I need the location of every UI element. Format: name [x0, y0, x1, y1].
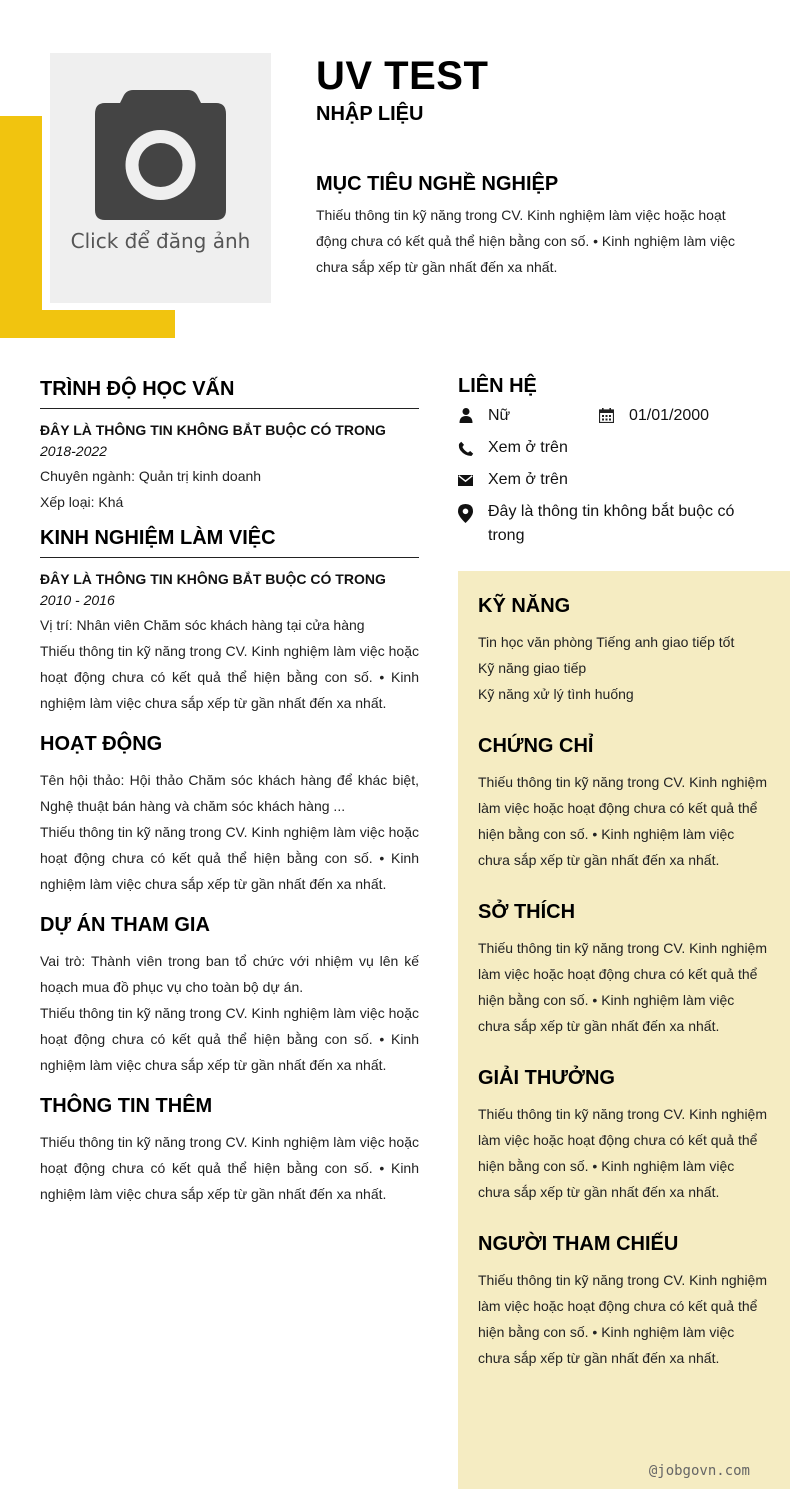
skill-item[interactable]: Kỹ năng giao tiếp — [478, 660, 587, 676]
objective-text[interactable]: Thiếu thông tin kỹ năng trong CV. Kinh nghiệm làm việc hoặc hoạt động chưa có kết quả thể hiện bằng con số. • Kinh nghiệm làm việc chưa sắp xếp từ gần nhất đến xa nhất. — [316, 207, 735, 275]
projects-desc[interactable]: Thiếu thông tin kỹ năng trong CV. Kinh nghiệm làm việc hoặc hoạt động chưa có kết quả thể hiện bằng con số. • Kinh nghiệm làm việc chưa sắp xếp từ gần nhất đến xa nhất. — [40, 1005, 419, 1073]
education-major[interactable]: Chuyên ngành: Quản trị kinh doanh — [40, 468, 262, 484]
phone-icon — [458, 441, 474, 457]
skill-item[interactable]: Kỹ năng xử lý tình huống — [478, 686, 634, 702]
projects-title: DỰ ÁN THAM GIA — [40, 914, 210, 936]
contact-email[interactable]: Xem ở trên — [488, 471, 568, 488]
contact-address[interactable]: Đây là thông tin không bắt buộc có trong — [488, 503, 735, 544]
person-icon — [458, 407, 474, 423]
skills-list — [478, 629, 770, 707]
activities-title: HOẠT ĐỘNG — [40, 733, 163, 755]
contact-phone[interactable]: Xem ở trên — [488, 439, 568, 456]
calendar-icon — [599, 408, 614, 423]
activities-event[interactable]: Tên hội thảo: Hội thảo Chăm sóc khách hàng để khác biệt, Nghệ thuật bán hàng và chăm sóc khách hàng ... — [40, 772, 419, 814]
accent-bar-vertical — [0, 116, 42, 338]
candidate-name[interactable]: UV TEST — [316, 54, 489, 98]
references-title: NGƯỜI THAM CHIẾU — [478, 1233, 679, 1255]
additional-section — [40, 1091, 419, 1207]
experience-company[interactable]: ĐÂY LÀ THÔNG TIN KHÔNG BẮT BUỘC CÓ TRONG — [40, 571, 386, 587]
experience-desc[interactable]: Thiếu thông tin kỹ năng trong CV. Kinh nghiệm làm việc hoặc hoạt động chưa có kết quả thể hiện bằng con số. • Kinh nghiệm làm việc chưa sắp xếp từ gần nhất đến xa nhất. — [40, 643, 419, 711]
projects-role[interactable]: Vai trò: Thành viên trong ban tổ chức với nhiệm vụ lên kế hoạch mua đồ phục vụ cho toàn bộ dự án. — [40, 953, 419, 995]
education-school[interactable]: ĐÂY LÀ THÔNG TIN KHÔNG BẮT BUỘC CÓ TRONG — [40, 422, 386, 438]
additional-desc[interactable]: Thiếu thông tin kỹ năng trong CV. Kinh nghiệm làm việc hoặc hoạt động chưa có kết quả thể hiện bằng con số. • Kinh nghiệm làm việc chưa sắp xếp từ gần nhất đến xa nhất. — [40, 1134, 419, 1202]
photo-caption: Click để đăng ảnh — [70, 229, 251, 253]
certificates-desc[interactable]: Thiếu thông tin kỹ năng trong CV. Kinh nghiệm làm việc hoặc hoạt động chưa có kết quả thể hiện bằng con số. • Kinh nghiệm làm việc chưa sắp xếp từ gần nhất đến xa nhất. — [478, 774, 768, 868]
projects-section — [40, 910, 419, 1078]
education-period[interactable]: 2018-2022 — [40, 443, 107, 459]
experience-title: KINH NGHIỆM LÀM VIỆC — [40, 523, 419, 558]
skill-item[interactable]: Tin học văn phòng Tiếng anh giao tiếp tốt — [478, 634, 735, 650]
left-column — [40, 374, 419, 1207]
location-pin-icon — [458, 504, 473, 523]
camera-icon — [95, 90, 226, 220]
awards-title: GIẢI THƯỞNG — [478, 1067, 615, 1089]
objective-title: MỤC TIÊU NGHỀ NGHIỆP — [316, 173, 559, 195]
contact-section — [458, 371, 790, 401]
education-title: TRÌNH ĐỘ HỌC VẤN — [40, 374, 419, 409]
contact-gender[interactable]: Nữ — [488, 407, 511, 424]
experience-section — [40, 523, 419, 716]
activities-section — [40, 729, 419, 897]
mail-icon — [458, 474, 473, 487]
education-grade[interactable]: Xếp loại: Khá — [40, 494, 124, 510]
hobbies-title: SỞ THÍCH — [478, 901, 576, 923]
certificates-title: CHỨNG CHỈ — [478, 735, 594, 757]
skills-title: KỸ NĂNG — [478, 595, 571, 617]
references-desc[interactable]: Thiếu thông tin kỹ năng trong CV. Kinh nghiệm làm việc hoặc hoạt động chưa có kết quả thể hiện bằng con số. • Kinh nghiệm làm việc chưa sắp xếp từ gần nhất đến xa nhất. — [478, 1272, 768, 1366]
right-panel — [458, 571, 790, 1489]
additional-title: THÔNG TIN THÊM — [40, 1095, 213, 1117]
education-section — [40, 374, 419, 515]
experience-period[interactable]: 2010 - 2016 — [40, 592, 115, 608]
accent-bar-horizontal — [0, 310, 175, 338]
photo-upload[interactable] — [50, 53, 271, 303]
contact-title: LIÊN HỆ — [458, 375, 537, 397]
awards-desc[interactable]: Thiếu thông tin kỹ năng trong CV. Kinh nghiệm làm việc hoặc hoạt động chưa có kết quả thể hiện bằng con số. • Kinh nghiệm làm việc chưa sắp xếp từ gần nhất đến xa nhất. — [478, 1106, 768, 1200]
activities-desc[interactable]: Thiếu thông tin kỹ năng trong CV. Kinh nghiệm làm việc hoặc hoạt động chưa có kết quả thể hiện bằng con số. • Kinh nghiệm làm việc chưa sắp xếp từ gần nhất đến xa nhất. — [40, 824, 419, 892]
contact-birthday[interactable]: 01/01/2000 — [629, 407, 710, 424]
watermark: @jobgovn.com — [648, 1463, 750, 1479]
candidate-position[interactable]: NHẬP LIỆU — [316, 103, 424, 125]
hobbies-desc[interactable]: Thiếu thông tin kỹ năng trong CV. Kinh nghiệm làm việc hoặc hoạt động chưa có kết quả thể hiện bằng con số. • Kinh nghiệm làm việc chưa sắp xếp từ gần nhất đến xa nhất. — [478, 940, 768, 1034]
experience-role[interactable]: Vị trí: Nhân viên Chăm sóc khách hàng tại cửa hàng — [40, 617, 365, 633]
